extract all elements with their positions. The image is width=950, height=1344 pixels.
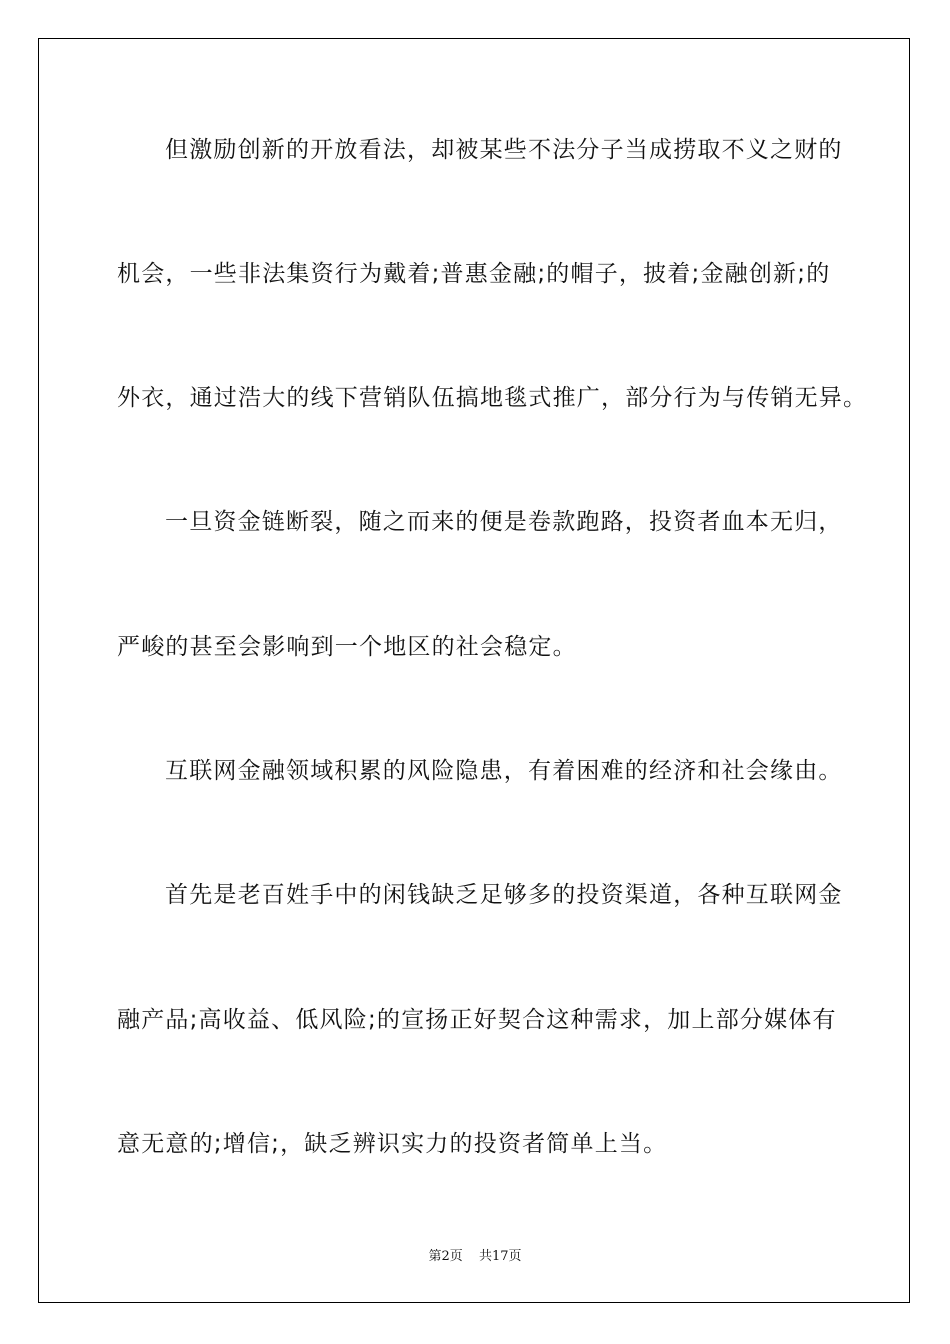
paragraph-line-8: 融产品;高收益、低风险;的宣扬正好契合这种需求，加上部分媒体有 [117, 1007, 837, 1033]
paragraph-line-7: 首先是老百姓手中的闲钱缺乏足够多的投资渠道，各种互联网金 [165, 882, 843, 908]
page-border [38, 38, 910, 1303]
paragraph-line-3: 外衣，通过浩大的线下营销队伍搞地毯式推广，部分行为与传销无异。 [117, 385, 868, 411]
paragraph-line-1: 但激励创新的开放看法，却被某些不法分子当成捞取不义之财的 [165, 137, 843, 163]
page-footer [0, 1248, 950, 1266]
page-number: 第2页 [428, 1249, 463, 1264]
paragraph-line-9: 意无意的;增信;，缺乏辨识实力的投资者简单上当。 [117, 1131, 668, 1157]
paragraph-line-5: 严峻的甚至会影响到一个地区的社会稳定。 [117, 634, 577, 660]
paragraph-line-2: 机会，一些非法集资行为戴着;普惠金融;的帽子，披着;金融创新;的 [117, 261, 831, 287]
paragraph-line-4: 一旦资金链断裂，随之而来的便是卷款跑路，投资者血本无归， [165, 509, 843, 535]
paragraph-line-6: 互联网金融领域积累的风险隐患，有着困难的经济和社会缘由。 [165, 758, 843, 784]
page-total: 共17页 [478, 1249, 522, 1264]
